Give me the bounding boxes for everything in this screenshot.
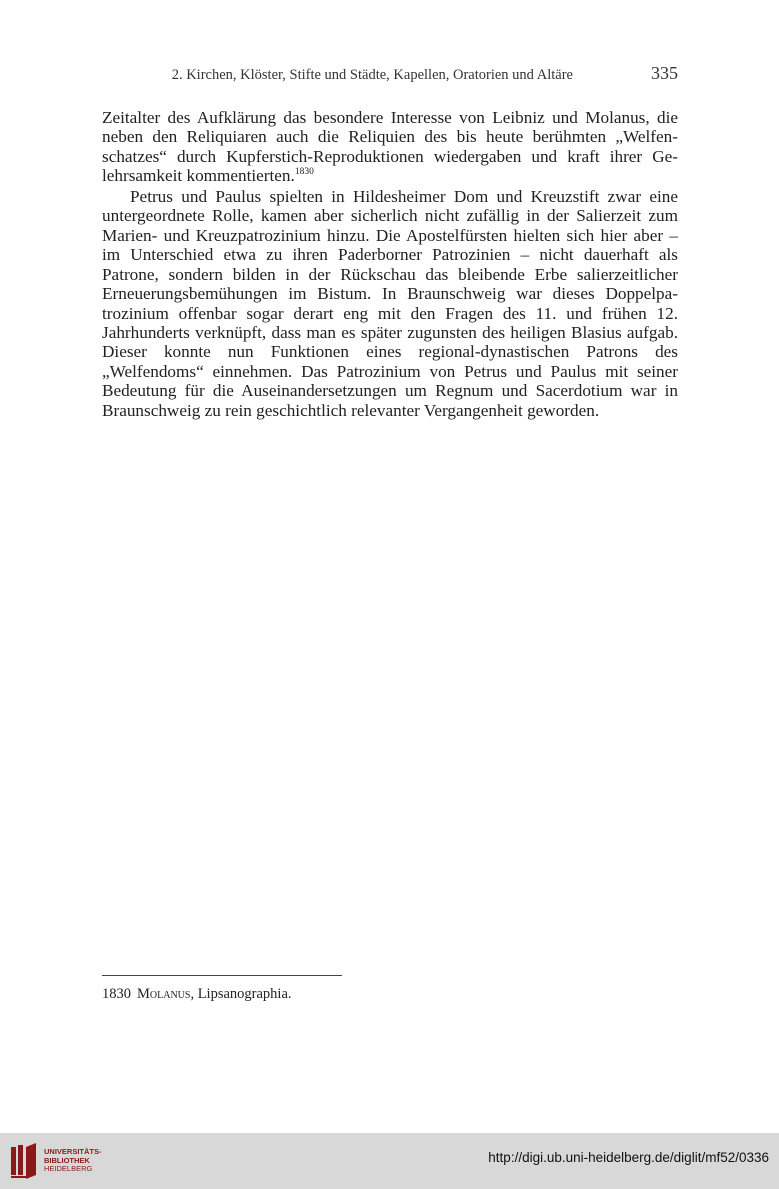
footnote-divider [102,975,342,976]
logo-line-1: UNIVERSITÄTS- [44,1147,102,1156]
footnote-text: , Lipsanographia. [190,986,292,1002]
footer-bar [0,1133,779,1189]
running-title: 2. Kirchen, Klöster, Stifte und Städte, Kapellen, Oratorien und Altäre [171,67,573,83]
main-text [102,108,678,420]
logo-line-2: BIBLIOTHEK [44,1155,90,1165]
library-logo[interactable] [8,1141,108,1181]
paragraph-2: Petrus und Paulus spielten in Hildesheimer Dom und Kreuzstift zwar eine untergeordnete Rolle, kamen aber sicherlich nicht zufällig in der Salierzeit zum Marien- und Kreuzpatrozinium hinzu. Die Apostelfürsten hielten sich hier aber – im Unterschied etwa zu ihren Paderborner Patrozinien – nicht dauerhaft als Patrone, sondern bilden in der Rückschau das bleibende Erbe salierzeitlicher Erneuerungsbemühungen im Bistum. In Braunschweig war dieses Doppelpatrozinium offenbar sogar derart eng mit den Fragen des 11. und frühen 12. Jahrhunderts verknüpft, dass man es später zugunsten des heiligen Blasius aufgab. Dieser konnte nun Funktionen eines regional-dynastischen Patrons des „Welfendoms“ einnehmen. Das Patrozinium von Petrus und Paulus mit seiner Bedeutung für die Auseinandersetzungen um Regnum und Sacerdotium war in Braunschweig zu rein geschichtlich relevanter Vergangenheit geworden. [102,186,678,420]
footnote-reference[interactable]: 1830 [294,167,314,178]
paragraph-1-text: Zeitalter des Aufklärung das besondere Interesse von Leibniz und Molanus, die neben den Reliquiaren auch die Reliquien des bis heute berühmten „Welfenschatzes“ durch Kupferstich-Reproduktionen wiedergaben und kraft ihrer Gelehrsamkeit kommentierten. [102,108,678,186]
page-number: 335 [651,63,678,83]
paragraph-1 [102,108,678,186]
library-logo-text [44,1148,102,1174]
footnote-1830 [102,986,292,1003]
library-logo-icon [8,1141,40,1181]
logo-line-3: HEIDELBERG [44,1164,93,1173]
permalink-url[interactable]: http://digi.ub.uni-heidelberg.de/diglit/mf52/0336 [488,1150,769,1165]
footnote-number: 1830 [102,986,131,1002]
footnote-author: Molanus [137,986,191,1002]
running-header [102,62,678,86]
